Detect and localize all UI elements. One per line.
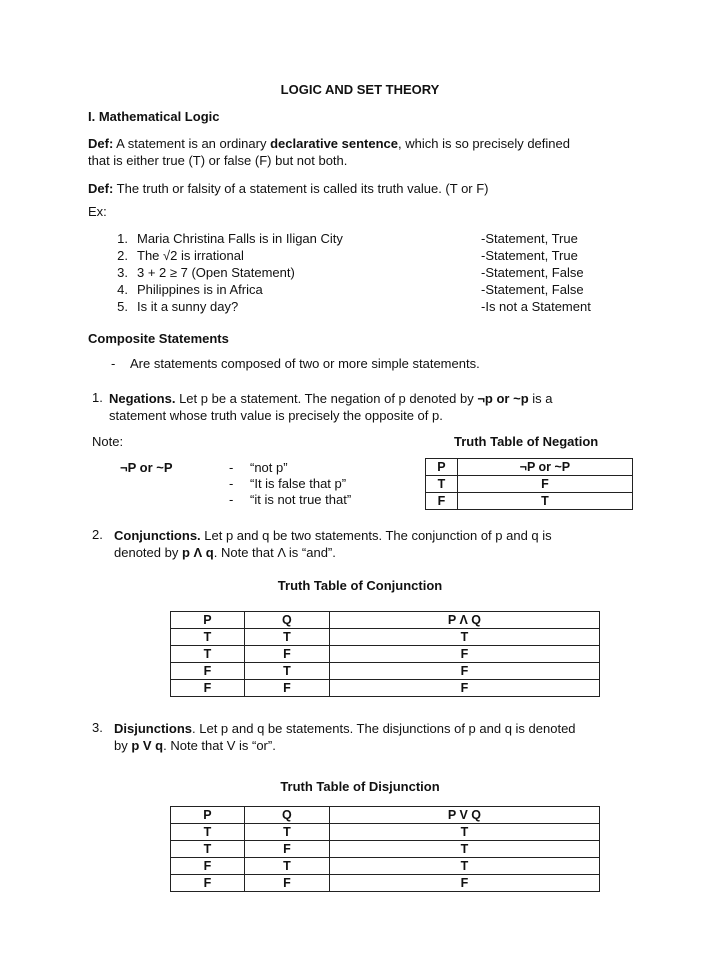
- def-text: A statement is an ordinary: [113, 136, 271, 151]
- table-cell: T: [329, 824, 599, 841]
- example-result: -Is not a Statement: [481, 299, 591, 314]
- table-cell: F: [457, 476, 632, 493]
- table-cell: T: [244, 629, 329, 646]
- disjunction-label: Disjunctions: [114, 721, 193, 736]
- table-row: [426, 493, 633, 510]
- section-heading: I. Mathematical Logic: [88, 109, 220, 124]
- composite-bullet: -: [111, 356, 116, 371]
- table-header-cell: P: [171, 612, 245, 629]
- example-label: Ex:: [88, 204, 107, 219]
- table-cell: T: [244, 858, 329, 875]
- example-number: 2.: [117, 248, 128, 263]
- conjunction-number: 2.: [92, 527, 103, 542]
- disjunction-symbol: p V q: [131, 738, 164, 753]
- def-text: The truth or falsity of a statement is called its truth value. (T or F): [113, 181, 489, 196]
- def-bold-term: declarative sentence: [270, 136, 398, 151]
- table-row: [171, 629, 600, 646]
- conjunction-table-title: Truth Table of Conjunction: [277, 578, 443, 593]
- table-cell: F: [171, 858, 245, 875]
- negation-symbol: ¬p or ~p: [477, 391, 529, 406]
- def-label: Def:: [88, 181, 114, 196]
- def-text: that is either true (T) or false (F) but not both.: [88, 153, 348, 168]
- table-cell: F: [329, 646, 599, 663]
- composite-text: Are statements composed of two or more simple statements.: [130, 356, 480, 371]
- table-header-cell: P Λ Q: [329, 612, 599, 629]
- negation-number: 1.: [92, 390, 103, 405]
- disjunction-truth-table: [170, 806, 600, 892]
- reading-dash: -: [229, 492, 234, 507]
- reading-dash: -: [229, 476, 234, 491]
- example-result: -Statement, False: [481, 265, 584, 280]
- table-row: [171, 646, 600, 663]
- table-cell: T: [329, 841, 599, 858]
- table-cell: F: [329, 875, 599, 892]
- negation-text: statement whose truth value is precisely the opposite of p.: [109, 408, 443, 423]
- example-text: Maria Christina Falls is in Iligan City: [137, 231, 343, 246]
- disjunction-paragraph: [114, 720, 644, 754]
- negation-truth-table: [425, 458, 633, 510]
- example-number: 1.: [117, 231, 128, 246]
- disjunction-text: . Let p and q be statements. The disjunctions of p and q is denoted: [192, 721, 576, 736]
- table-row: [426, 476, 633, 493]
- example-number: 4.: [117, 282, 128, 297]
- example-result: -Statement, True: [481, 231, 578, 246]
- conjunction-label: Conjunctions.: [114, 528, 201, 543]
- table-header-row: [171, 612, 600, 629]
- table-row: [171, 824, 600, 841]
- table-cell: T: [329, 858, 599, 875]
- table-row: [171, 858, 600, 875]
- table-cell: F: [426, 493, 458, 510]
- def-label: Def:: [88, 136, 114, 151]
- table-cell: F: [244, 841, 329, 858]
- conjunction-symbol: p Λ q: [181, 545, 214, 560]
- conjunction-paragraph: [114, 527, 634, 561]
- conjunction-text: denoted by: [114, 545, 182, 560]
- definition-2: [88, 180, 648, 197]
- conjunction-text: Let p and q be two statements. The conjunction of p and q is: [200, 528, 552, 543]
- example-text: Is it a sunny day?: [137, 299, 239, 314]
- disjunction-text: . Note that V is “or”.: [163, 738, 276, 753]
- table-cell: F: [244, 875, 329, 892]
- disjunction-text: by: [114, 738, 132, 753]
- def-text: , which is so precisely defined: [398, 136, 570, 151]
- table-header-cell: Q: [244, 807, 329, 824]
- table-cell: F: [171, 663, 245, 680]
- reading-text: “not p”: [250, 460, 288, 475]
- disjunction-table-title: Truth Table of Disjunction: [280, 779, 440, 794]
- negation-text: is a: [528, 391, 553, 406]
- table-header-cell: P: [426, 459, 458, 476]
- table-cell: F: [171, 680, 245, 697]
- table-cell: T: [171, 841, 245, 858]
- table-cell: T: [426, 476, 458, 493]
- table-row: [171, 680, 600, 697]
- table-cell: T: [171, 629, 245, 646]
- table-header-cell: P: [171, 807, 245, 824]
- example-text: Philippines is in Africa: [137, 282, 263, 297]
- table-cell: T: [171, 824, 245, 841]
- page-title: LOGIC AND SET THEORY: [280, 82, 440, 97]
- table-cell: F: [244, 680, 329, 697]
- example-result: -Statement, True: [481, 248, 578, 263]
- example-result: -Statement, False: [481, 282, 584, 297]
- reading-text: “It is false that p”: [250, 476, 347, 491]
- table-cell: T: [244, 663, 329, 680]
- table-header-cell: P V Q: [329, 807, 599, 824]
- table-cell: T: [329, 629, 599, 646]
- example-text: The √2 is irrational: [137, 248, 244, 263]
- negation-text: Let p be a statement. The negation of p denoted by: [175, 391, 478, 406]
- note-label: Note:: [92, 434, 124, 449]
- disjunction-number: 3.: [92, 720, 103, 735]
- table-row: [171, 875, 600, 892]
- table-cell: T: [457, 493, 632, 510]
- negation-table-title: Truth Table of Negation: [454, 434, 599, 449]
- table-cell: T: [171, 646, 245, 663]
- definition-1: [88, 135, 648, 169]
- table-cell: F: [244, 646, 329, 663]
- negation-label: Negations.: [109, 391, 176, 406]
- negation-symbol-label: ¬P or ~P: [120, 460, 173, 475]
- table-row: [171, 841, 600, 858]
- composite-heading: Composite Statements: [88, 331, 229, 346]
- example-number: 5.: [117, 299, 128, 314]
- reading-dash: -: [229, 460, 234, 475]
- table-cell: F: [171, 875, 245, 892]
- table-header-cell: ¬P or ~P: [457, 459, 632, 476]
- example-number: 3.: [117, 265, 128, 280]
- table-header-row: [426, 459, 633, 476]
- example-text: 3 + 2 ≥ 7 (Open Statement): [137, 265, 295, 280]
- table-cell: T: [244, 824, 329, 841]
- conjunction-truth-table: [170, 611, 600, 697]
- reading-text: “it is not true that”: [250, 492, 352, 507]
- table-row: [171, 663, 600, 680]
- table-header-cell: Q: [244, 612, 329, 629]
- conjunction-text: . Note that Λ is “and”.: [213, 545, 336, 560]
- table-cell: F: [329, 663, 599, 680]
- table-cell: F: [329, 680, 599, 697]
- negation-paragraph: [109, 390, 629, 424]
- table-header-row: [171, 807, 600, 824]
